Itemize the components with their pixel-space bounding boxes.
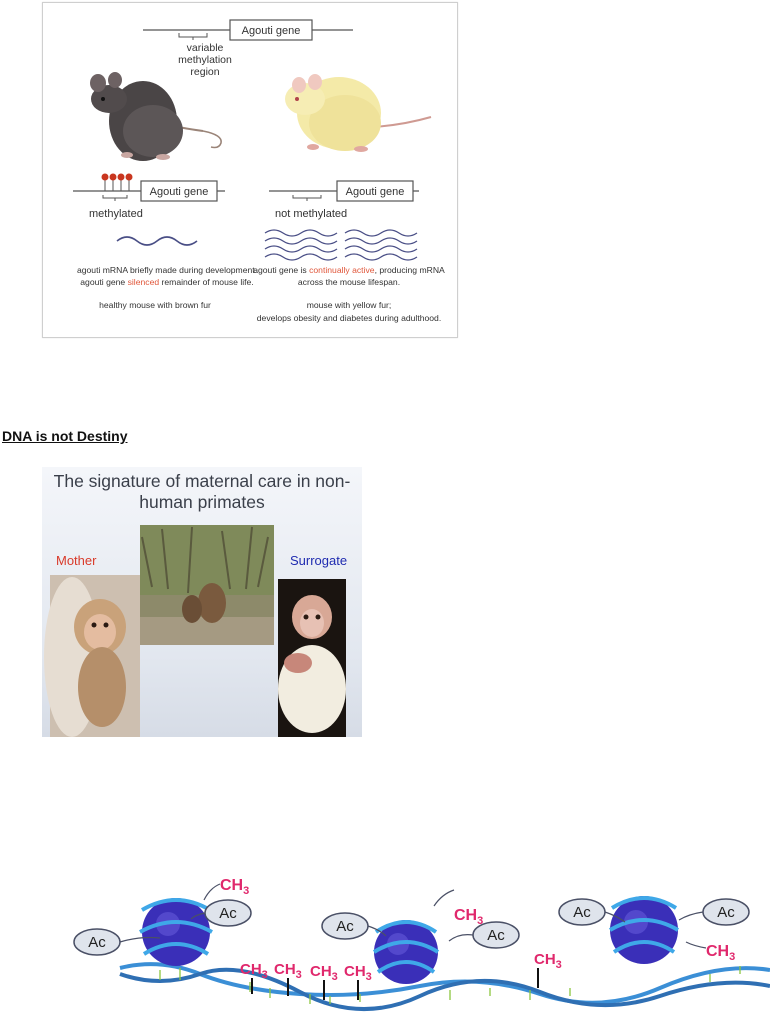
nucleosome-3 bbox=[610, 896, 678, 964]
brown-mouse-image bbox=[90, 72, 221, 161]
acetyl-label: Ac bbox=[88, 934, 106, 951]
left-mrna-squiggle bbox=[117, 237, 197, 245]
mother-infant-photo bbox=[44, 575, 140, 737]
acetyl-label: Ac bbox=[487, 927, 505, 944]
agouti-figure bbox=[42, 2, 458, 338]
region-label-2: methylation bbox=[178, 54, 232, 66]
methyl-label: $CH_3$ bbox=[344, 963, 372, 983]
acetyl-label: Ac bbox=[573, 904, 591, 921]
acetyl-label: Ac bbox=[336, 918, 354, 935]
surrogate-label: Surrogate bbox=[290, 553, 348, 568]
methyl-label: $CH_3$ bbox=[240, 961, 268, 981]
region-label-1: variable bbox=[186, 42, 224, 54]
methyl-label: $CH_3$ bbox=[274, 961, 302, 981]
nucleosome-2 bbox=[374, 920, 438, 984]
right-mrna-squiggles bbox=[265, 230, 417, 260]
methyl-label: $CH_3$ bbox=[706, 943, 736, 963]
primate-figure bbox=[42, 467, 362, 737]
methyl-label: $CH_3$ bbox=[454, 907, 484, 927]
right-state-label: not methylated bbox=[275, 208, 348, 220]
monkey-group-photo bbox=[140, 525, 274, 645]
title-line-1: The signature of maternal care in non- bbox=[53, 471, 351, 491]
title-line-2: human primates bbox=[139, 492, 265, 512]
methyl-pins-icon bbox=[102, 174, 133, 192]
yellow-mouse-image bbox=[285, 74, 431, 152]
acetyl-label: Ac bbox=[717, 904, 735, 921]
mother-label: Mother bbox=[56, 553, 97, 568]
left-caption-2: agouti gene silenced remainder of mouse life. bbox=[80, 277, 254, 287]
right-outcome-2: develops obesity and diabetes during adulthood. bbox=[256, 313, 442, 323]
right-caption-2: across the mouse lifespan. bbox=[297, 277, 401, 287]
acetyl-label: Ac bbox=[219, 905, 237, 922]
right-caption-1: agouti gene is continually active, producing mRNA bbox=[253, 265, 445, 275]
methyl-label: $CH_3$ bbox=[310, 963, 338, 983]
section-heading: DNA is not Destiny bbox=[2, 428, 128, 444]
top-agouti-gene-label: Agouti gene bbox=[241, 25, 301, 37]
left-state-label: methylated bbox=[89, 208, 143, 220]
chromatin-figure bbox=[70, 870, 770, 1030]
nucleosome-1 bbox=[140, 898, 212, 966]
methyl-label: $CH_3$ bbox=[534, 951, 562, 971]
right-outcome-1: mouse with yellow fur; bbox=[306, 300, 392, 310]
left-agouti-gene-label: Agouti gene bbox=[149, 186, 209, 198]
left-outcome: healthy mouse with brown fur bbox=[99, 300, 211, 310]
region-label-3: region bbox=[190, 66, 220, 78]
right-agouti-gene-label: Agouti gene bbox=[345, 186, 405, 198]
methyl-label: $CH_3$ bbox=[220, 877, 250, 897]
left-caption-1: agouti mRNA briefly made during development. bbox=[76, 265, 258, 275]
surrogate-infant-photo bbox=[278, 579, 346, 737]
dna-strand-2 bbox=[120, 970, 770, 1009]
